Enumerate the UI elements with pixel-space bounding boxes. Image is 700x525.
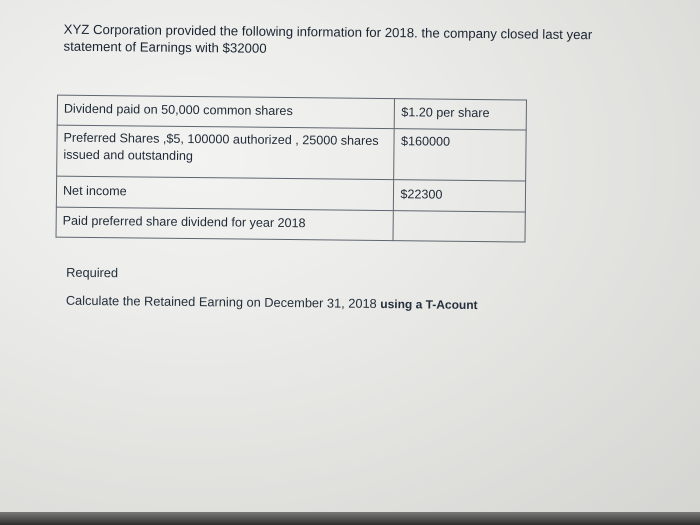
table-row [57,95,526,130]
row-label: Net income [56,176,394,211]
row-label: Dividend paid on 50,000 common shares [57,95,395,129]
row-value: $22300 [394,180,526,212]
row-label: Paid preferred share dividend for year 2018 [56,207,394,241]
task-text: Calculate the Retained Earning on December 31, 2018 [65,292,381,311]
problem-statement [63,21,663,61]
desk-edge [0,512,700,525]
row-value: $1.20 per share [395,99,527,130]
required-heading: Required [66,264,119,281]
task-emphasis: using a T-Acount [380,296,478,313]
info-table [56,95,527,243]
row-value [393,211,525,242]
row-label: Preferred Shares ,$5, 100000 authorized , 25000 shares issued and outstanding [57,125,395,180]
table-row [57,125,527,181]
row-value: $160000 [394,129,526,181]
table-row [56,176,525,212]
problem-statement-line-2: statement of Earnings with $32000 [63,38,267,56]
problem-statement-line-1: XYZ Corporation provided the following information for 2018. the company closed last year [63,21,593,43]
task-instruction [66,293,478,312]
table-row [56,207,525,242]
